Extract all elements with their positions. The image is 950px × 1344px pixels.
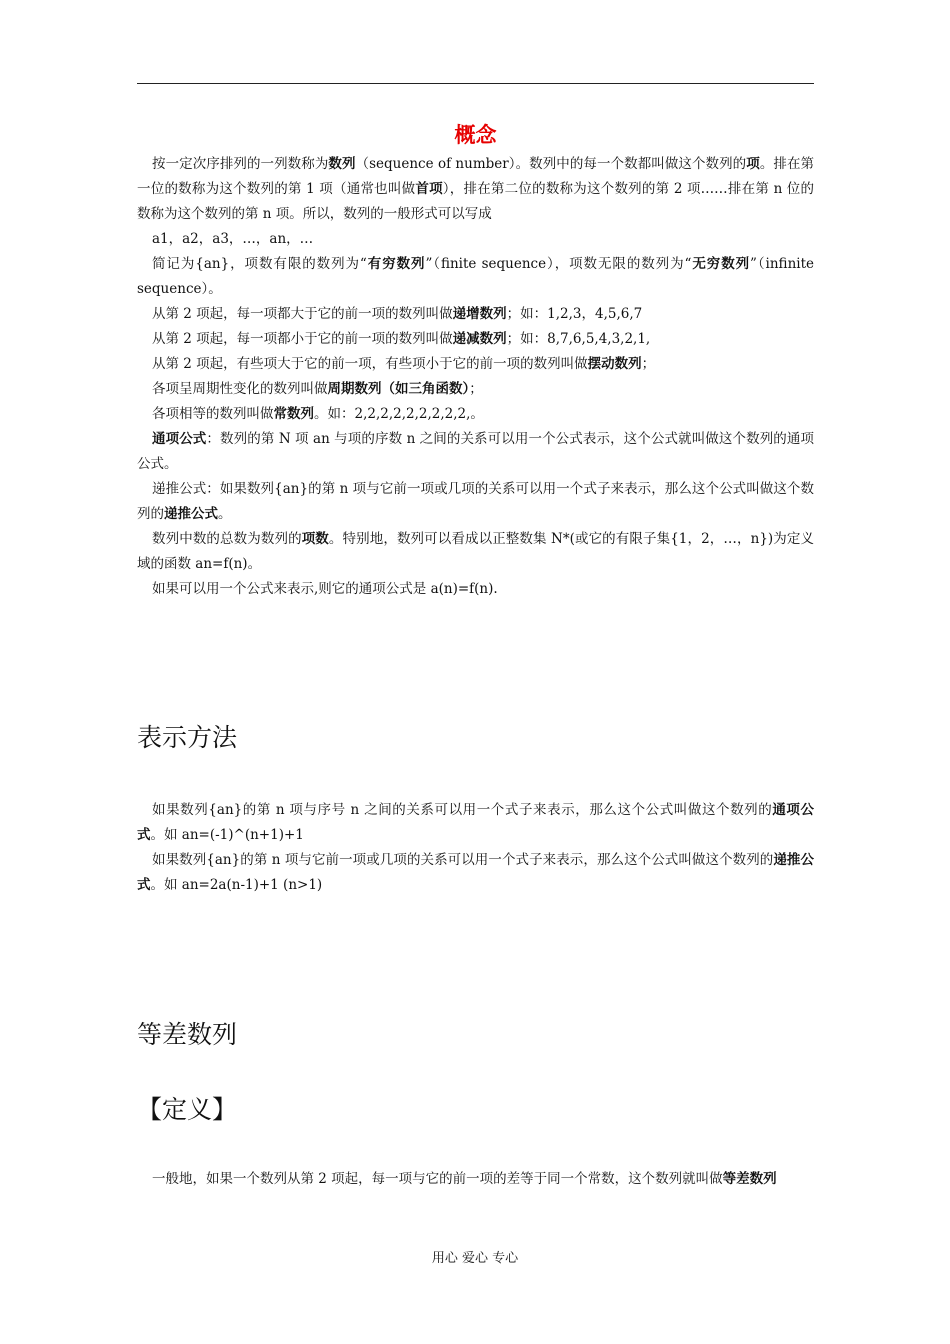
- header-rule: [137, 83, 814, 84]
- decreasing-sequence: 从第 2 项起，每一项都小于它的前一项的数列叫做递减数列；如：8,7,6,5,4,3,2,1,: [152, 331, 651, 347]
- definition-title: 【定义】: [137, 1095, 238, 1124]
- concept-paragraph-3: 简记为{an}，项数有限的数列为“有穷数列”（finite sequence），项数无限的数列为“无穷数列”（infinite sequence）。: [137, 256, 814, 297]
- increasing-sequence: 从第 2 项起，每一项都大于它的前一项的数列叫做递增数列；如：1,2,3，4,5,6,7: [152, 306, 643, 322]
- concept-title: 概念: [454, 122, 497, 147]
- representation-paragraph-2: 如果数列{an}的第 n 项与它前一项或几项的关系可以用一个式子来表示，那么这个公式叫做这个数列的递推公式。如 an=2a(n-1)+1 (n>1): [137, 852, 814, 893]
- sequence-general-form: a1，a2，a3，…，an，…: [152, 231, 314, 247]
- concept-paragraph-12: 如果可以用一个公式来表示,则它的通项公式是 a(n)=f(n).: [152, 581, 498, 597]
- arithmetic-title: 等差数列: [137, 1020, 238, 1049]
- page-footer: 用心 爱心 专心: [431, 1251, 519, 1266]
- constant-sequence: 各项相等的数列叫做常数列。如：2,2,2,2,2,2,2,2,2,。: [152, 406, 484, 422]
- periodic-sequence: 各项呈周期性变化的数列叫做周期数列（如三角函数）；: [152, 381, 483, 397]
- oscillating-sequence: 从第 2 项起，有些项大于它的前一项，有些项小于它的前一项的数列叫做摆动数列；: [152, 356, 656, 372]
- recursive-formula: 递推公式：如果数列{an}的第 n 项与它前一项或几项的关系可以用一个式子来表示，那么这个公式叫做这个数列的递推公式。: [137, 481, 814, 522]
- arithmetic-definition: 一般地，如果一个数列从第 2 项起，每一项与它的前一项的差等于同一个常数，这个数列就叫做等差数列: [152, 1171, 777, 1187]
- representation-title: 表示方法: [137, 723, 238, 752]
- concept-paragraph-1: 按一定次序排列的一列数称为数列（sequence of number）。数列中的每一个数都叫做这个数列的项。排在第一位的数称为这个数列的第 1 项（通常也叫做首项），排在第二位的数称为这个数列的第 2 项……排在第 n 位的数称为这个数列的第 n 项。所以，数列的一般形式可以写成: [137, 156, 815, 222]
- representation-paragraph-1: 如果数列{an}的第 n 项与序号 n 之间的关系可以用一个式子来表示，那么这个公式叫做这个数列的通项公式。如 an=(-1)^(n+1)+1: [137, 802, 814, 843]
- document-body: [137, 120, 814, 1192]
- general-term-formula: 通项公式：数列的第 N 项 an 与项的序数 n 之间的关系可以用一个公式表示，这个公式就叫做这个数列的通项公式。: [137, 431, 815, 472]
- number-of-terms: 数列中数的总数为数列的项数。特别地，数列可以看成以正整数集 N*(或它的有限子集{1，2，…，n})为定义域的函数 an=f(n)。: [137, 531, 814, 572]
